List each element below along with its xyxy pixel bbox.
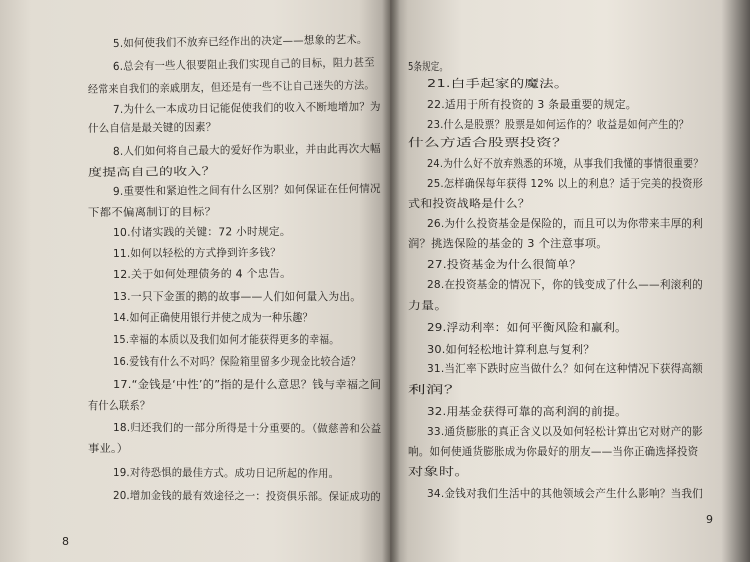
text-line: 26.为什么投资基金是保险的，而且可以为你带来丰厚的利 bbox=[427, 217, 703, 230]
text-line: 7.为什么一本成功日记能促使我们的收入不断地增加？为 bbox=[112, 100, 381, 116]
text-line: 18.归还我们的一部分所得是十分重要的。（做慈善和公益 bbox=[112, 421, 382, 436]
text-line: 12.关于如何处理债务的 4 个忠告。 bbox=[112, 267, 292, 281]
text-line: 27.投资基金为什么很简单？ bbox=[427, 258, 582, 271]
text-line: 10.付诸实践的关键：72 小时规定。 bbox=[112, 225, 291, 239]
text-line: 对象时。 bbox=[408, 465, 470, 478]
text-line: 22.适用于所有投资的 3 条最重要的规定。 bbox=[427, 98, 637, 111]
text-line: 力量。 bbox=[408, 299, 448, 312]
text-line: 13.一只下金蛋的鹅的故事——人们如何量入为出。 bbox=[113, 290, 362, 303]
text-line: 20.增加金钱的最有效途径之一：投资俱乐部。保证成功的 bbox=[112, 489, 381, 504]
text-line: 16.爱钱有什么不对吗？保险箱里留多少现金比较合适？ bbox=[113, 355, 361, 368]
right-page bbox=[390, 0, 750, 562]
text-line: 28.在投资基金的情况下，你的钱变成了什么——利滚利的 bbox=[427, 278, 703, 291]
text-line: 经常来自我们的亲戚朋友，但还是有一些不让自己迷失的方法。 bbox=[87, 78, 375, 96]
left-page-number: 8 bbox=[62, 535, 69, 548]
text-line: 响。如何使通货膨胀成为你最好的朋友——当你正确选择投资 bbox=[408, 445, 699, 458]
text-line: 8.人们如何将自己最大的爱好作为职业，并由此再次大幅 bbox=[112, 142, 381, 158]
text-line: 17.“金钱是‘中性’的”指的是什么意思？钱与幸福之间 bbox=[113, 378, 382, 391]
text-line: 23.什么是股票？股票是如何运作的？收益是如何产生的？ bbox=[427, 118, 689, 131]
text-line: 有什么联系？ bbox=[88, 399, 151, 412]
text-line: 31.当汇率下跌时应当做什么？如何在这种情况下获得高额 bbox=[427, 362, 703, 375]
text-line: 5条规定。 bbox=[408, 60, 448, 73]
text-line: 25.怎样确保每年获得 12% 以上的利息？适于完美的投资形 bbox=[427, 177, 703, 190]
text-line: 34.金钱对我们生活中的其他领域会产生什么影响？当我们 bbox=[427, 487, 703, 500]
text-line: 32.用基金获得可靠的高利润的前提。 bbox=[427, 405, 628, 418]
text-line: 事业。） bbox=[87, 442, 129, 456]
text-line: 什么自信是最关键的因素？ bbox=[87, 120, 217, 135]
text-line: 30.如何轻松地计算利息与复利？ bbox=[427, 343, 595, 356]
book-gutter bbox=[382, 0, 400, 562]
text-line: 5.如何使我们不放弃已经作出的决定——想象的艺术。 bbox=[112, 33, 368, 50]
text-line: 15.幸福的本质以及我们如何才能获得更多的幸福。 bbox=[113, 333, 340, 346]
text-line: 14.如何正确使用银行并使之成为一种乐趣？ bbox=[113, 311, 313, 324]
text-line: 33.通货膨胀的真正含义以及如何轻松计算出它对财产的影 bbox=[427, 425, 703, 438]
text-line: 什么方适合股票投资？ bbox=[408, 136, 568, 149]
text-line: 式和投资战略是什么？ bbox=[408, 197, 530, 210]
text-line: 19.对待恐惧的最佳方式。成功日记所起的作用。 bbox=[112, 466, 340, 481]
text-line: 21.白手起家的魔法。 bbox=[427, 77, 569, 90]
text-line: 11.如何以轻松的方式挣到许多钱？ bbox=[112, 246, 281, 260]
text-line: 29.浮动利率：如何平衡风险和赢利。 bbox=[427, 321, 628, 334]
text-line: 度提高自己的收入？ bbox=[87, 164, 216, 179]
text-line: 6.总会有一些人很要阻止我们实现自己的目标，阻力甚至 bbox=[112, 55, 375, 73]
text-line: 利润？ bbox=[408, 383, 462, 396]
right-page-number: 9 bbox=[706, 513, 713, 526]
text-line: 润？挑选保险的基金的 3 个注意事项。 bbox=[408, 237, 608, 250]
text-line: 24.为什么好不放弃熟悉的环境，从事我们我懂的事情很重要？ bbox=[427, 157, 704, 170]
text-line: 9.重要性和紧迫性之间有什么区别？如何保证在任何情况 bbox=[112, 182, 381, 198]
text-line: 下都不偏离制订的目标？ bbox=[87, 205, 217, 219]
